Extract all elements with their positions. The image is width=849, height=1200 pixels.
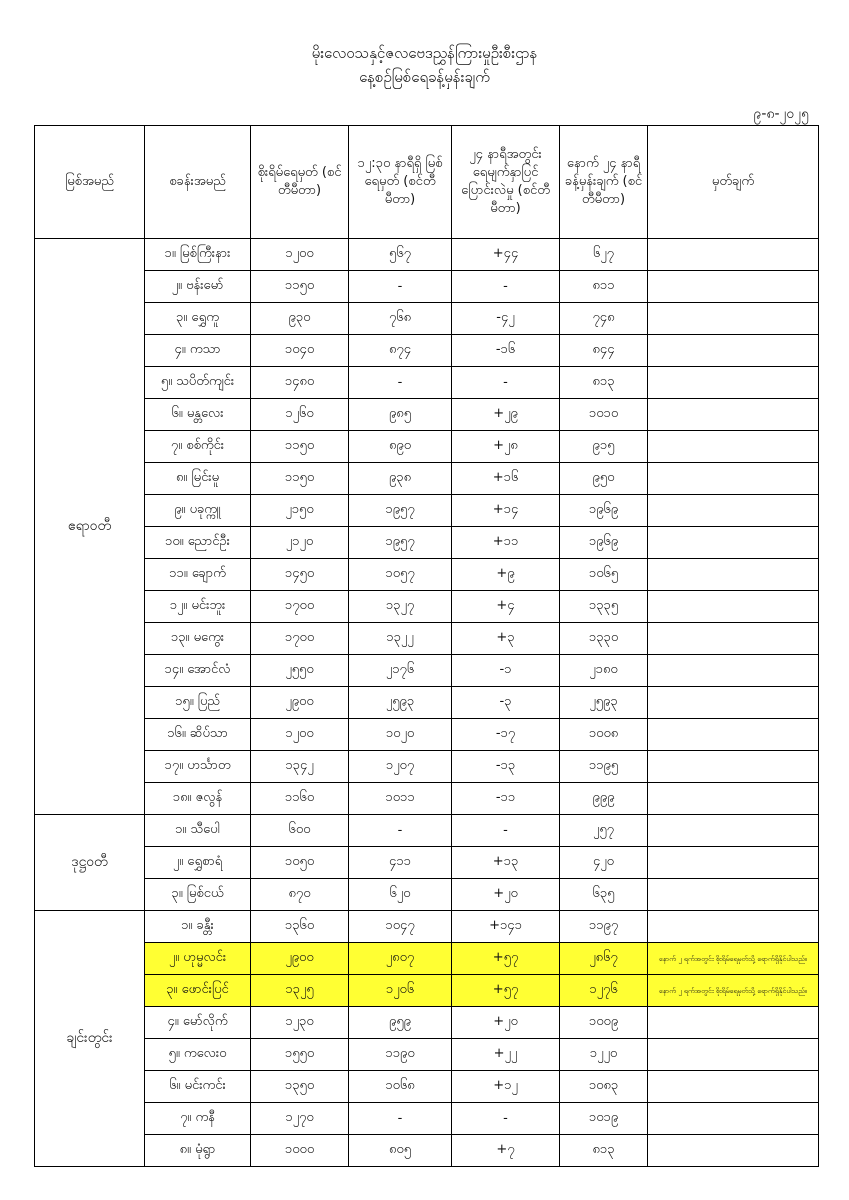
forecast-cell: ၁၃၃၅ [560, 591, 648, 623]
forecast-cell: ၁၀၆၅ [560, 559, 648, 591]
remark-cell [648, 751, 819, 783]
forecast-cell: ၁၀၁၀ [560, 399, 648, 431]
forecast-cell: ၁၀၈၃ [560, 1071, 648, 1103]
danger-level-cell: ၁၇၀၀ [251, 623, 349, 655]
station-name-cell: ၁၁။ ချောက် [145, 559, 251, 591]
danger-level-cell: ၁၃၄၂ [251, 751, 349, 783]
danger-level-cell: ၁၅၅၀ [251, 1039, 349, 1071]
station-name-cell: ၇။ ကနီ [145, 1103, 251, 1135]
station-name-cell: ၆။ မင်းကင်း [145, 1071, 251, 1103]
station-name-cell: ၁၂။ မင်းဘူး [145, 591, 251, 623]
table-row [35, 623, 819, 655]
forecast-cell: ၉၅၀ [560, 463, 648, 495]
current-level-cell: ၁၁၉၀ [349, 1039, 452, 1071]
column-header-river: မြစ်အမည် [35, 126, 145, 239]
remark-cell [648, 559, 819, 591]
change-cell: - [452, 271, 560, 303]
river-name-cell: ဒုဋ္ဌဝတီ [35, 815, 145, 911]
current-level-cell: ၁၀၅၇ [349, 559, 452, 591]
station-name-cell: ၈။ မုံရွာ [145, 1135, 251, 1167]
table-row [35, 719, 819, 751]
table-row [35, 1071, 819, 1103]
change-cell: +၂၈ [452, 431, 560, 463]
forecast-cell: ၁၀၁၉ [560, 1103, 648, 1135]
station-name-cell: ၇။ စစ်ကိုင်း [145, 431, 251, 463]
forecast-cell: ၁၂၇၆ [560, 975, 648, 1007]
table-row [35, 527, 819, 559]
remark-cell [648, 431, 819, 463]
station-name-cell: ၁၀။ ညောင်ဦး [145, 527, 251, 559]
remark-cell [648, 591, 819, 623]
current-level-cell: ၁၀၄၇ [349, 911, 452, 943]
station-name-cell: ၁။ မြစ်ကြီးနား [145, 239, 251, 271]
change-cell: - [452, 815, 560, 847]
forecast-cell: ၆၂၇ [560, 239, 648, 271]
table-row [35, 1103, 819, 1135]
remark-cell [648, 847, 819, 879]
station-name-cell: ၂။ ဟုမ္မလင်း [145, 943, 251, 975]
danger-level-cell: ၁၂၇၀ [251, 1103, 349, 1135]
column-header-current-level: ၁၂:၃၀ နာရီရှိ မြစ်ရေမှတ် (စင်တီမီတာ) [349, 126, 452, 239]
station-name-cell: ၅။ သပိတ်ကျင်း [145, 367, 251, 399]
change-cell: +၁၄၁ [452, 911, 560, 943]
danger-level-cell: ၁၇၀၀ [251, 591, 349, 623]
table-row [35, 879, 819, 911]
forecast-cell: ၈၁၁ [560, 271, 648, 303]
river-name-cell: ချင်းတွင်း [35, 911, 145, 1167]
danger-level-cell: ၂၉၀၀ [251, 943, 349, 975]
current-level-cell: - [349, 367, 452, 399]
table-row [35, 431, 819, 463]
forecast-cell: ၁၉၆၉ [560, 527, 648, 559]
danger-level-cell: ၉၃၀ [251, 303, 349, 335]
remark-cell [648, 399, 819, 431]
change-cell: -၁၇ [452, 719, 560, 751]
current-level-cell: ၂၈၀၇ [349, 943, 452, 975]
current-level-cell: - [349, 1103, 452, 1135]
table-row [35, 367, 819, 399]
current-level-cell: ၉၈၅ [349, 399, 452, 431]
change-cell: +၄ [452, 591, 560, 623]
column-header-remarks: မှတ်ချက် [648, 126, 819, 239]
change-cell: +၅၇ [452, 975, 560, 1007]
current-level-cell: ၈၀၅ [349, 1135, 452, 1167]
remark-cell [648, 239, 819, 271]
forecast-cell: ၈၁၃ [560, 1135, 648, 1167]
remark-cell: နောက် ၂ ရက်အတွင်း စိုးရိမ်ရေမှတ်သို့ ရောက်ရှိနိုင်ပါသည်။ [648, 943, 819, 975]
remark-cell [648, 1039, 819, 1071]
change-cell: +၁၂ [452, 1071, 560, 1103]
current-level-cell: - [349, 815, 452, 847]
table-row [35, 943, 819, 975]
danger-level-cell: ၁၁၅၀ [251, 431, 349, 463]
change-cell: - [452, 367, 560, 399]
danger-level-cell: ၁၃၅၀ [251, 1071, 349, 1103]
forecast-cell: ၆၃၅ [560, 879, 648, 911]
remark-cell [648, 783, 819, 815]
forecast-cell: ၁၃၃၀ [560, 623, 648, 655]
remark-cell [648, 911, 819, 943]
table-row [35, 239, 819, 271]
remark-cell [648, 815, 819, 847]
station-name-cell: ၃။ ရွှေကူ [145, 303, 251, 335]
remark-cell [648, 1007, 819, 1039]
table-row [35, 1135, 819, 1167]
forecast-cell: ၁၀၀၈ [560, 719, 648, 751]
remark-cell [648, 1071, 819, 1103]
remark-cell: နောက် ၂ ရက်အတွင်း စိုးရိမ်ရေမှတ်သို့ ရောက်ရှိနိုင်ပါသည်။ [648, 975, 819, 1007]
table-row [35, 399, 819, 431]
table-row [35, 495, 819, 527]
change-cell: -၃ [452, 687, 560, 719]
current-level-cell: ၁၃၂၂ [349, 623, 452, 655]
current-level-cell: - [349, 271, 452, 303]
forecast-cell: ၁၉၆၉ [560, 495, 648, 527]
station-name-cell: ၂။ ဗန်းမော် [145, 271, 251, 303]
danger-level-cell: ၁၂၃၀ [251, 1007, 349, 1039]
station-name-cell: ၁၇။ ဟင်္သာတ [145, 751, 251, 783]
danger-level-cell: ၆၀၀ [251, 815, 349, 847]
change-cell: -၁၆ [452, 335, 560, 367]
remark-cell [648, 527, 819, 559]
river-name-cell: ဧရာဝတီ [35, 239, 145, 815]
table-row [35, 1039, 819, 1071]
current-level-cell: ၈၉၀ [349, 431, 452, 463]
danger-level-cell: ၂၅၅၀ [251, 655, 349, 687]
change-cell: +၁၆ [452, 463, 560, 495]
danger-level-cell: ၁၂၆၀ [251, 399, 349, 431]
station-name-cell: ၁။ သီပေါ [145, 815, 251, 847]
forecast-cell: ၇၄၈ [560, 303, 648, 335]
danger-level-cell: ၁၀၄၀ [251, 335, 349, 367]
station-name-cell: ၁၆။ ဆိပ်သာ [145, 719, 251, 751]
station-name-cell: ၉။ ပခုက္ကူ [145, 495, 251, 527]
danger-level-cell: ၂၁၅၀ [251, 495, 349, 527]
current-level-cell: ၁၂၀၆ [349, 975, 452, 1007]
remark-cell [648, 271, 819, 303]
current-level-cell: ၁၀၂၀ [349, 719, 452, 751]
danger-level-cell: ၁၄၅၀ [251, 559, 349, 591]
station-name-cell: ၁၄။ အောင်လံ [145, 655, 251, 687]
report-title: နေ့စဉ်မြစ်ရေခန့်မှန်းချက် [359, 68, 490, 86]
remark-cell [648, 367, 819, 399]
table-row [35, 271, 819, 303]
remark-cell [648, 719, 819, 751]
current-level-cell: ၁၀၁၁ [349, 783, 452, 815]
change-cell: +၁၄ [452, 495, 560, 527]
remark-cell [648, 335, 819, 367]
forecast-cell: ၁၁၉၇ [560, 911, 648, 943]
forecast-cell: ၁၀၀၉ [560, 1007, 648, 1039]
forecast-cell: ၉၉၉ [560, 783, 648, 815]
station-name-cell: ၁၅။ ပြည် [145, 687, 251, 719]
column-header-forecast: နောက် ၂၄ နာရီ ခန့်မှန်းချက် (စင်တီမီတာ) [560, 126, 648, 239]
remark-cell [648, 303, 819, 335]
current-level-cell: ၁၃၂၇ [349, 591, 452, 623]
station-name-cell: ၁၃။ မကွေး [145, 623, 251, 655]
station-name-cell: ၅။ ကလေးဝ [145, 1039, 251, 1071]
danger-level-cell: ၁၂၀၀ [251, 719, 349, 751]
danger-level-cell: ၁၁၅၀ [251, 463, 349, 495]
station-name-cell: ၃။ ဖောင်းပြင် [145, 975, 251, 1007]
forecast-cell: ၉၁၅ [560, 431, 648, 463]
remark-cell [648, 1135, 819, 1167]
forecast-cell: ၈၁၃ [560, 367, 648, 399]
current-level-cell: ၁၉၅၇ [349, 527, 452, 559]
forecast-cell: ၂၁၈၀ [560, 655, 648, 687]
table-row [35, 751, 819, 783]
table-row [35, 1007, 819, 1039]
change-cell: +၂၂ [452, 1039, 560, 1071]
table-header-row [35, 126, 819, 239]
forecast-cell: ၂၈၆၇ [560, 943, 648, 975]
forecast-cell: ၁၁၉၅ [560, 751, 648, 783]
remark-cell [648, 1103, 819, 1135]
forecast-cell: ၂၅၉၃ [560, 687, 648, 719]
station-name-cell: ၁၈။ ဇလွန် [145, 783, 251, 815]
remark-cell [648, 655, 819, 687]
current-level-cell: ၉၃၈ [349, 463, 452, 495]
change-cell: +၉ [452, 559, 560, 591]
station-name-cell: ၄။ ကသာ [145, 335, 251, 367]
remark-cell [648, 463, 819, 495]
current-level-cell: ၁၀၆၈ [349, 1071, 452, 1103]
table-row [35, 847, 819, 879]
change-cell: +၁၁ [452, 527, 560, 559]
river-forecast-table [34, 125, 819, 1167]
change-cell: +၃ [452, 623, 560, 655]
table-row [35, 783, 819, 815]
danger-level-cell: ၁၄၈၀ [251, 367, 349, 399]
table-row [35, 463, 819, 495]
station-name-cell: ၃။ မြစ်ငယ် [145, 879, 251, 911]
danger-level-cell: ၁၀၅၀ [251, 847, 349, 879]
danger-level-cell: ၁၀၀၀ [251, 1135, 349, 1167]
change-cell: +၁၃ [452, 847, 560, 879]
table-row [35, 655, 819, 687]
column-header-danger-level: စိုးရိမ်ရေမှတ် (စင်တီမီတာ) [251, 126, 349, 239]
table-row [35, 687, 819, 719]
station-name-cell: ၁။ ခန္တီး [145, 911, 251, 943]
danger-level-cell: ၁၂၀၀ [251, 239, 349, 271]
remark-cell [648, 687, 819, 719]
danger-level-cell: ၈၇၀ [251, 879, 349, 911]
change-cell: -၁၁ [452, 783, 560, 815]
report-date: ၉-၈-၂၀၂၅ [753, 106, 809, 122]
station-name-cell: ၆။ မန္တလေး [145, 399, 251, 431]
table-row [35, 815, 819, 847]
table-row [35, 591, 819, 623]
remark-cell [648, 623, 819, 655]
current-level-cell: ၁၂၀၇ [349, 751, 452, 783]
change-cell: - [452, 1103, 560, 1135]
agency-title: မိုးလေဝသနှင့်ဇလဗေဒညွှန်ကြားမှုဦးစီးဌာန [311, 44, 538, 62]
current-level-cell: ၆၂၀ [349, 879, 452, 911]
table-row [35, 335, 819, 367]
change-cell: +၇ [452, 1135, 560, 1167]
danger-level-cell: ၁၃၆၀ [251, 911, 349, 943]
forecast-cell: ၄၂၀ [560, 847, 648, 879]
current-level-cell: ၁၉၅၇ [349, 495, 452, 527]
remark-cell [648, 495, 819, 527]
table-row [35, 303, 819, 335]
current-level-cell: ၂၁၇၆ [349, 655, 452, 687]
change-cell: +၂၀ [452, 1007, 560, 1039]
table-row [35, 975, 819, 1007]
danger-level-cell: ၂၁၂၀ [251, 527, 349, 559]
station-name-cell: ၈။ မြင်းမူ [145, 463, 251, 495]
remark-cell [648, 879, 819, 911]
change-cell: +၅၇ [452, 943, 560, 975]
change-cell: -၄၂ [452, 303, 560, 335]
danger-level-cell: ၂၉၀၀ [251, 687, 349, 719]
station-name-cell: ၄။ မော်လိုက် [145, 1007, 251, 1039]
change-cell: -၁ [452, 655, 560, 687]
table-row [35, 559, 819, 591]
station-name-cell: ၂။ ရွှေစာရံ [145, 847, 251, 879]
change-cell: +၄၄ [452, 239, 560, 271]
change-cell: -၁၃ [452, 751, 560, 783]
forecast-cell: ၂၅၇ [560, 815, 648, 847]
table-body [35, 239, 819, 1167]
danger-level-cell: ၁၁၅၀ [251, 271, 349, 303]
current-level-cell: ၅၆၇ [349, 239, 452, 271]
danger-level-cell: ၁၁၆၀ [251, 783, 349, 815]
current-level-cell: ၉၅၉ [349, 1007, 452, 1039]
current-level-cell: ၄၁၁ [349, 847, 452, 879]
danger-level-cell: ၁၃၂၅ [251, 975, 349, 1007]
column-header-station: စခန်းအမည် [145, 126, 251, 239]
current-level-cell: ၈၇၄ [349, 335, 452, 367]
change-cell: +၂၀ [452, 879, 560, 911]
current-level-cell: ၂၅၉၃ [349, 687, 452, 719]
current-level-cell: ၇၆၈ [349, 303, 452, 335]
table-row [35, 911, 819, 943]
forecast-cell: ၁၂၂၀ [560, 1039, 648, 1071]
change-cell: +၂၉ [452, 399, 560, 431]
forecast-cell: ၈၄၄ [560, 335, 648, 367]
column-header-24h-change: ၂၄ နာရီအတွင်း ရေမျက်နှာပြင် ပြောင်းလဲမှု (စင်တီမီတာ) [452, 126, 560, 239]
